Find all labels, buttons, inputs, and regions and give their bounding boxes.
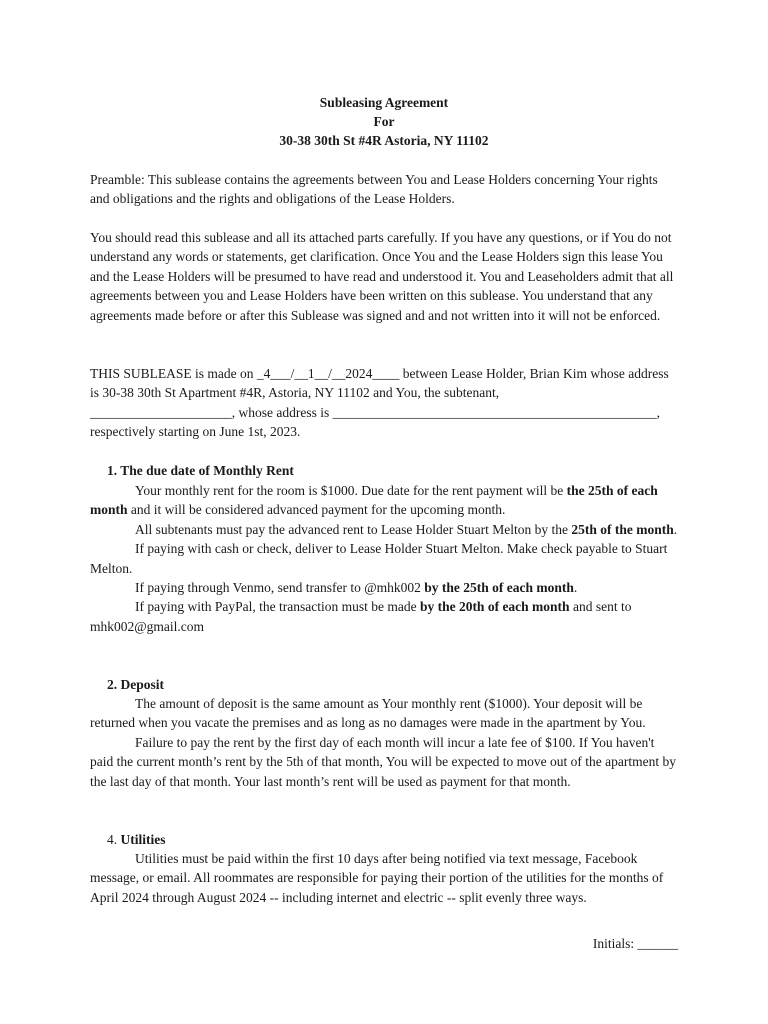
deposit-paragraph: The amount of deposit is the same amount as Your monthly rent ($1000). Your deposit will be returned when you vacate the premises and as long as no damages were made in the apartment by You. bbox=[90, 696, 646, 731]
initials-line: Initials: ______ bbox=[592, 936, 678, 951]
sublease-paragraph bbox=[90, 364, 680, 442]
document-title: Subleasing Agreement bbox=[319, 95, 449, 110]
venmo-paragraph: If paying through Venmo, send transfer to @mhk002 by the 25th of each month. bbox=[135, 580, 578, 596]
preamble-paragraph bbox=[90, 170, 680, 209]
cash-check-paragraph: If paying with cash or check, deliver to Lease Holder Stuart Melton. Make check payable to Stuart Melton. bbox=[90, 541, 668, 576]
section-2-heading: 2. Deposit bbox=[107, 677, 164, 692]
section-4-body bbox=[90, 849, 680, 907]
preamble-text: Preamble: This sublease contains the agreements between You and Lease Holders concerning Your rights and obligations and the rights and obligations of the Lease Holders. bbox=[90, 172, 658, 207]
rent-paragraph: Your monthly rent for the room is $1000. Due date for the rent payment will be the 25th of each month and it will be considered advanced payment for the upcoming month. bbox=[90, 483, 658, 518]
subtenant-blanks: _____________________, whose address is ________________________________________________, bbox=[90, 404, 660, 420]
paypal-paragraph: If paying with PayPal, the transaction must be made by the 20th of each month and sent to mhk002@gmail.com bbox=[90, 599, 632, 634]
section-1-heading: 1. The due date of Monthly Rent bbox=[107, 463, 294, 478]
utilities-paragraph: Utilities must be paid within the first 10 days after being notified via text message, Facebook message, or email. All roommates are responsible for paying their portion of the utilities for the months of April 2024 through August 2024 -- including internet and electric -- split evenly three ways. bbox=[90, 851, 664, 905]
document-title-for: For bbox=[373, 114, 395, 129]
intro-paragraph bbox=[90, 228, 680, 325]
section-2-body bbox=[90, 694, 680, 791]
sublease-text: THIS SUBLEASE is made on _4___/__1__/__2024____ between Lease Holder, Brian Kim whose address is 30-38 30th St Apartment #4R, Astoria, NY 11102 and You, the subtenant, bbox=[90, 366, 669, 401]
late-fee-paragraph: Failure to pay the rent by the first day of each month will incur a late fee of $100. If You haven't paid the current month’s rent by the 5th of that month, You will be expected to move out of the apartment by the last day of that month. Your last month’s rent will be used as payment for that month. bbox=[90, 734, 677, 789]
intro-text: You should read this sublease and all its attached parts carefully. If you have any questions, or if You do not understand any words or statements, get clarification. Once You and the Lease Holders sign this lease You and the Lease Holders will be presumed to have read and understood it. You and Leaseholders admit that all agreements between you and Lease Holders have been written on this sublease. You understand that any agreements made before or after this Sublease was signed and and not written into it will not be enforced. bbox=[90, 230, 674, 323]
section-4-heading: 4. Utilities bbox=[107, 832, 166, 847]
section-1-body bbox=[90, 481, 680, 636]
advanced-rent-paragraph: All subtenants must pay the advanced rent to Lease Holder Stuart Melton by the 25th of the month. bbox=[135, 521, 678, 537]
document-title-address: 30-38 30th St #4R Astoria, NY 11102 bbox=[279, 133, 489, 148]
sublease-start: respectively starting on June 1st, 2023. bbox=[90, 424, 301, 440]
